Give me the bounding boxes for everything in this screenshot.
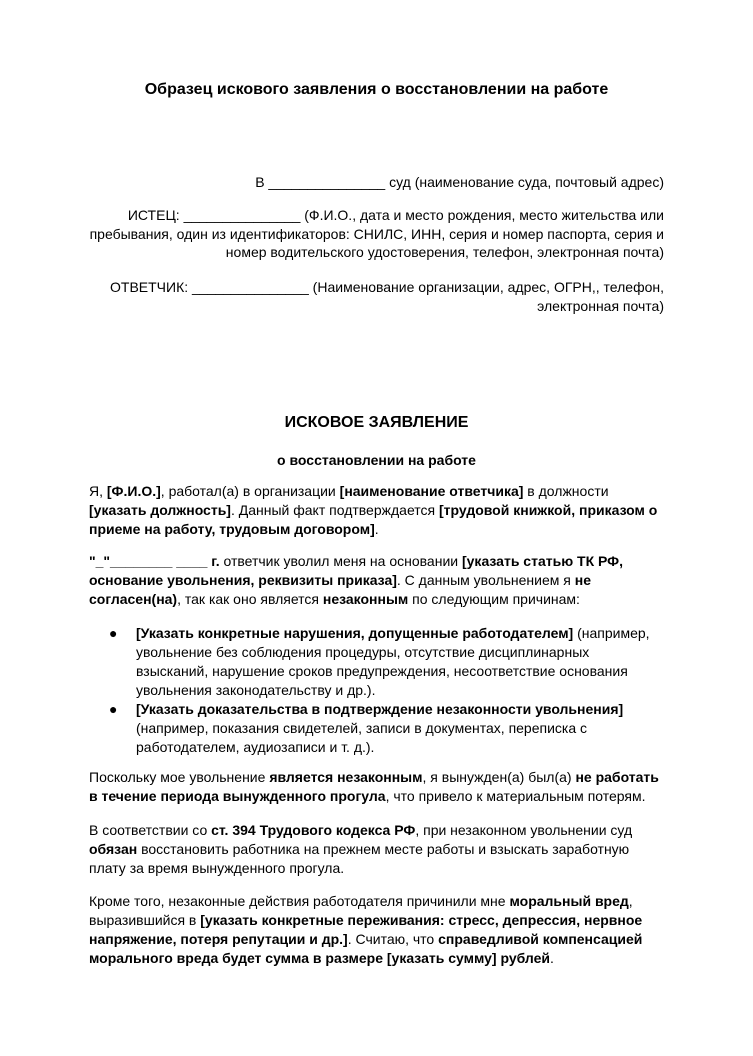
placeholder-violations: [Указать конкретные нарушения, допущенные работодателем] [136, 625, 574, 641]
placeholder-proof-documents: [трудовой книжкой, приказом о приеме на работу, трудовым договором] [89, 502, 658, 537]
placeholder-dismissal-date: "_"________ ____ г. [89, 553, 220, 569]
bullet-icon: ● [109, 625, 118, 641]
claim-subtitle: о восстановлении на работе [277, 452, 476, 468]
placeholder-experiences: [указать конкретные переживания: стресс, депрессия, нервное напряжение, потеря репутации и др.] [89, 912, 643, 947]
bullet-icon: ● [109, 701, 118, 717]
text-run: Я, [89, 483, 107, 499]
placeholder-defendant-name: [наименование ответчика] [339, 483, 524, 499]
text-run: в должности [523, 483, 609, 499]
text-run: восстановить работника на прежнем месте работы и взыскать заработную плату за время вынужденного прогула. [89, 841, 630, 876]
emphasis-disagree: не согласен(на) [89, 572, 591, 607]
defendant-blank: _______________ [192, 279, 309, 295]
reasons-list [89, 624, 664, 757]
plaintiff-blank: _______________ [183, 207, 301, 223]
placeholder-position: [указать должность] [89, 502, 231, 518]
emphasis-article-394: ст. 394 Трудового кодекса РФ [211, 822, 416, 838]
legal-basis-paragraph [89, 821, 664, 878]
forced-absence-paragraph [89, 768, 664, 806]
text-run: , я вынужден(а) был(а) [422, 769, 576, 785]
placeholder-compensation-amount: справедливой компенсацией морального вреда будет сумма в размере [указать сумму] рублей [89, 931, 643, 966]
text-run: (например, увольнение без соблюдения процедуры, отсутствие дисциплинарных взысканий, нарушение сроков предупреждения, несоответствие основания увольнения законодательству и др.). [136, 625, 650, 698]
dismissal-paragraph [89, 552, 664, 609]
text-run: , выразившийся в [89, 893, 633, 928]
claim-title: ИСКОВОЕ ЗАЯВЛЕНИЕ [284, 414, 469, 431]
placeholder-evidence: [Указать доказательства в подтверждение незаконности увольнения] [136, 701, 624, 717]
text-run: . С данным увольнением я [396, 572, 575, 588]
text-run: по следующим причинам: [408, 591, 580, 607]
court-prefix: В [255, 174, 269, 190]
text-run: . Данный факт подтверждается [230, 502, 439, 518]
moral-damage-paragraph [89, 892, 664, 968]
text-run: Кроме того, незаконные действия работодателя причинили мне [89, 893, 510, 909]
placeholder-full-name: [Ф.И.О.] [106, 483, 161, 499]
plaintiff-details: (Ф.И.О., дата и место рождения, место жительства или пребывания, один из идентификаторов: СНИЛС, ИНН, серия и номер паспорта, серия и номер водительского удостоверения, телефон, электронная почта) [89, 207, 664, 260]
emphasis-obliged: обязан [89, 841, 138, 857]
defendant-label: ОТВЕТЧИК: [110, 279, 192, 295]
court-blank: _______________ [268, 174, 386, 190]
text-run: ответчик уволил меня на основании [219, 553, 462, 569]
text-run: . [550, 950, 554, 966]
text-run: Поскольку мое увольнение [89, 769, 270, 785]
employment-paragraph [89, 482, 664, 539]
text-run: , при незаконном увольнении суд [415, 822, 633, 838]
court-suffix: суд (наименование суда, почтовый адрес) [385, 174, 664, 190]
plaintiff-block [89, 206, 664, 262]
list-item [109, 624, 664, 700]
defendant-block [89, 278, 664, 315]
emphasis-moral-damage: моральный вред [509, 893, 629, 909]
emphasis-forced-absence: не работать в течение периода вынужденного прогула [89, 769, 659, 804]
placeholder-labor-code-article: [указать статью ТК РФ, основание увольнения, реквизиты приказа] [89, 553, 624, 588]
text-run: . [374, 521, 379, 537]
text-run: . Считаю, что [347, 931, 439, 947]
court-address-line [89, 173, 664, 192]
emphasis-unlawful: незаконным [322, 591, 409, 607]
emphasis-unlawful: является незаконным [269, 769, 423, 785]
plaintiff-label: ИСТЕЦ: [127, 207, 184, 223]
document-title: Образец искового заявления о восстановлении на работе [144, 81, 609, 98]
text-run: (например, показания свидетелей, записи в документах, переписка с работодателем, аудиозаписи и т. д.). [136, 720, 588, 755]
list-item [109, 700, 664, 757]
text-run: , что привело к материальным потерям. [385, 788, 646, 804]
text-run: В соответствии со [89, 822, 212, 838]
defendant-details: (Наименование организации, адрес, ОГРН,, телефон, электронная почта) [308, 279, 664, 314]
text-run: , работал(а) в организации [160, 483, 340, 499]
text-run: , так как оно является [177, 591, 323, 607]
